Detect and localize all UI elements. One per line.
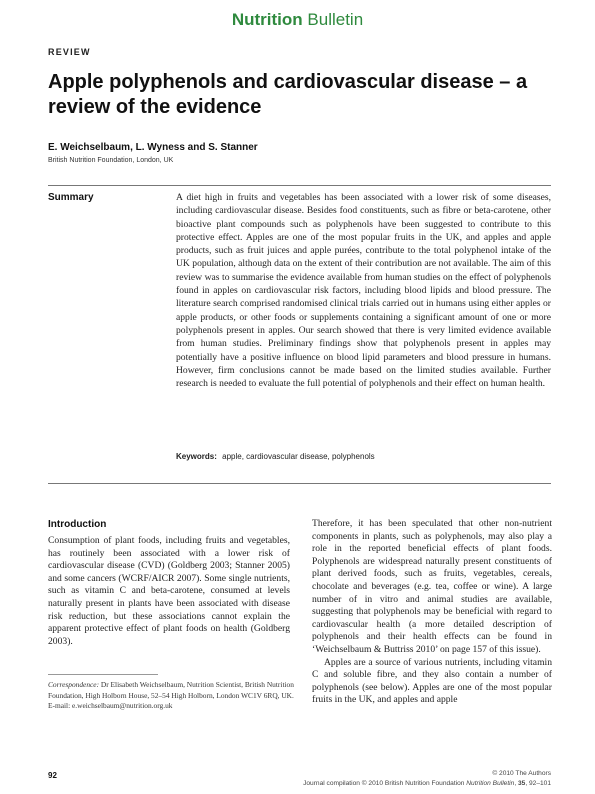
keywords-line xyxy=(176,452,375,461)
journal-header xyxy=(0,10,595,30)
footer-pages: , 92–101 xyxy=(525,780,551,787)
author-affiliation: British Nutrition Foundation, London, UK xyxy=(48,157,174,164)
divider-top xyxy=(48,185,551,186)
intro-paragraph-3: Apples are a source of various nutrients, including vitamin C and soluble fibre, and they also contain a number of polyphenols (see below). Apples are one of the most popular fruits in the UK, and apples and apple xyxy=(312,656,552,706)
article-title: Apple polyphenols and cardiovascular disease – a review of the evidence xyxy=(48,71,528,118)
introduction-heading: Introduction xyxy=(48,519,107,530)
correspondence-email[interactable]: E-mail: e.weichselbaum@nutrition.org.uk xyxy=(48,701,173,711)
correspondence-text: Dr Elisabeth Weichselbaum, Nutrition Scientist, British Nutrition Foundation, High Holborn House, 52–54 High Holborn, London WC1V 6RQ, UK. xyxy=(48,680,294,700)
footer-journal-name: Nutrition Bulletin xyxy=(466,780,515,787)
article-authors: E. Weichselbaum, L. Wyness and S. Stanner xyxy=(48,142,258,153)
footer-copyright xyxy=(303,769,551,789)
summary-text: A diet high in fruits and vegetables has been associated with a lower risk of some diseases, including cardiovascular disease. Besides food constituents, such as fibre or beta-carotene, other bioactive plant compounds such as polyphenols have been suggested to contribute to this protective effect. Apples are one of the most popular fruits in the UK, and apples and apple products, such as fruit juices and apple purées, contribute to the total polyphenol intake of the UK population, although data on the extent of their contribution are not available. The aim of this review was to summarise the evidence available from human studies on the effect of polyphenols found in apples on cardiovascular risk factors, including blood lipids and blood pressure. The literature search comprised randomised clinical trials carried out in humans using either apples or apple products, or other foods or supplements containing a significant amount of one or more polyphenols present in apples. Our search showed that there is very limited evidence available from human studies. Preliminary findings show that polyphenols present in apples may potentially have a positive influence on blood lipid parameters and blood pressure in humans. However, firm conclusions cannot be made based on the limited studies available. Further research is needed to evaluate the full potential of polyphenols and their effect on human health. xyxy=(176,192,551,390)
intro-right-column xyxy=(312,518,552,707)
footer-authors-copyright: © 2010 The Authors xyxy=(492,770,551,777)
intro-paragraph-1: Consumption of plant foods, including fruits and vegetables, has routinely been associated with a lower risk of cardiovascular disease (CVD) (Goldberg 2003; Stanner 2005) and some cancers (WCRF/AICR 2007). Some single nutrients, such as vitamin C and beta-carotene, consumed at levels naturally present in plants have been associated with disease risk reduction, but these associations cannot explain the apparent protective effect of plant foods on health (Goldberg 2003). xyxy=(48,535,290,647)
intro-paragraph-2: Therefore, it has been speculated that other non-nutrient components in plants, such as polyphenols, may also play a role in the reported beneficial effects of plant foods. Polyphenols are widespread naturally present constituents of plant derived foods, such as fruits, vegetables, cereals, chocolate and beverages (e.g. tea, coffee or wine). A large number of in vitro and animal studies are available, suggesting that polyphenols may be beneficial with regard to cardiovascular health (a more detailed description of polyphenols and their health effects can be found in ‘Weichselbaum & Buttriss 2010’ on page 157 of this issue). xyxy=(312,518,552,655)
keywords-label: Keywords: xyxy=(176,452,217,461)
divider-bottom xyxy=(48,483,551,484)
footer-journal-citation: Journal compilation © 2010 British Nutrition Foundation Nutrition Bulletin, 35, 92–101 xyxy=(303,780,551,787)
keywords-list: apple, cardiovascular disease, polyphenols xyxy=(222,452,375,461)
section-label: REVIEW xyxy=(48,47,91,57)
journal-name-bold: Nutrition xyxy=(231,10,303,29)
correspondence-rule xyxy=(48,674,158,675)
correspondence-note xyxy=(48,680,298,712)
correspondence-label: Correspondence: xyxy=(48,680,100,689)
summary-heading: Summary xyxy=(48,192,94,203)
footer-volume: 35 xyxy=(517,780,526,787)
journal-name-rest: Bulletin xyxy=(302,10,364,29)
footer-compilation: Journal compilation © 2010 British Nutrition Foundation xyxy=(303,780,467,787)
page-number: 92 xyxy=(48,771,57,780)
intro-left-column xyxy=(48,535,290,648)
